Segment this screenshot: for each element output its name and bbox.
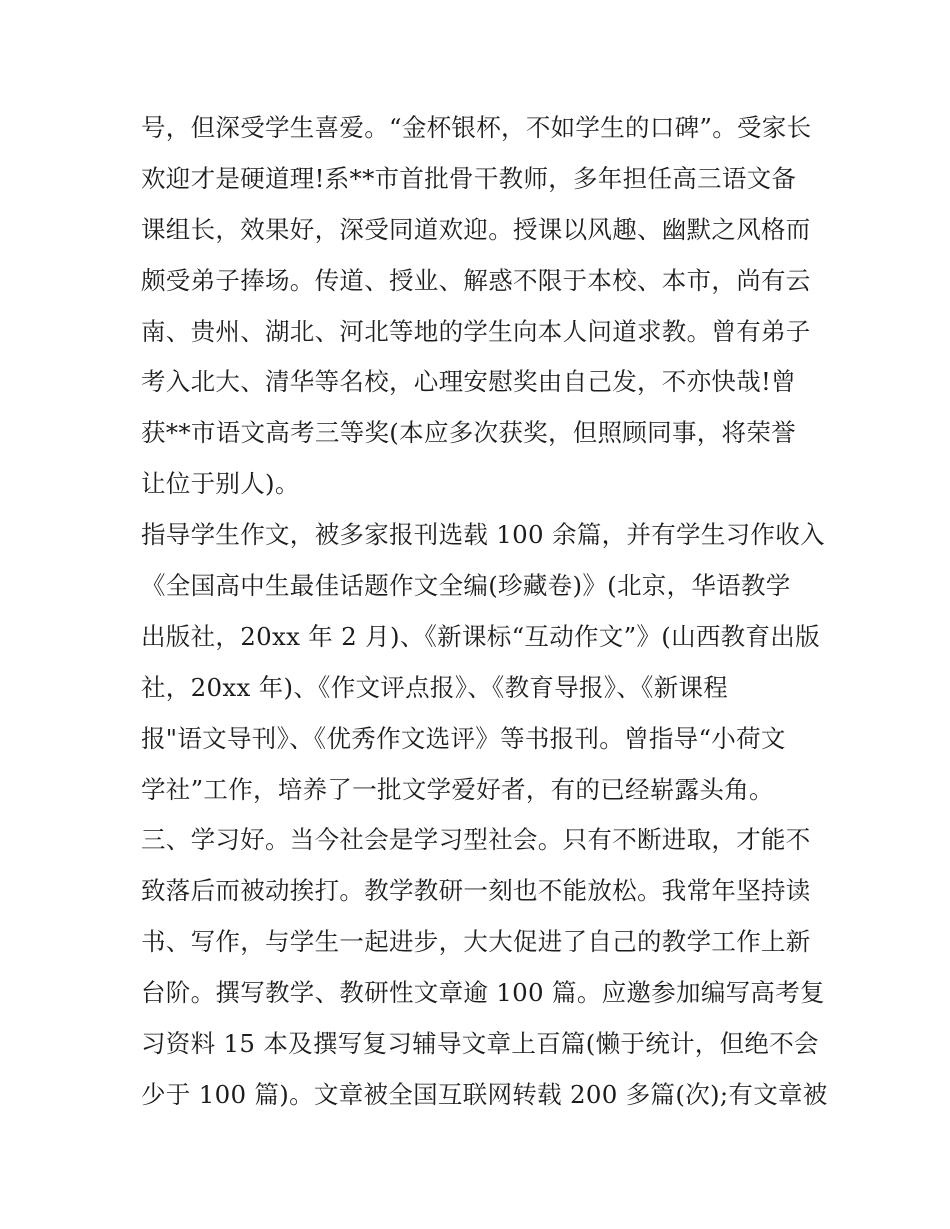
text-line: 指导学生作文，被多家报刊选载 100 余篇，并有学生习作收入	[141, 520, 825, 550]
text-line: 台阶。撰写教学、教研性文章逾 100 篇。应邀参加编写高考复	[141, 978, 825, 1008]
text-line: 书、写作，与学生一起进步，大大促进了自己的教学工作上新	[141, 927, 811, 957]
text-line: 致落后而被动挨打。教学教研一刻也不能放松。我常年坚持读	[141, 876, 811, 906]
text-line: 考入北大、清华等名校，心理安慰奖由自己发，不亦快哉!曾	[141, 367, 796, 397]
text-line: 报"语文导刊》、《优秀作文选评》等书报刊。曾指导“小荷文	[141, 723, 786, 753]
text-line: 《全国高中生最佳话题作文全编(珍藏卷)》(北京，华语教学	[141, 571, 791, 601]
text-line: 号，但深受学生喜爱。“金杯银杯，不如学生的口碑”。受家长	[141, 113, 812, 142]
text-line: 三、学习好。当今社会是学习型社会。只有不断进取，才能不	[141, 825, 811, 855]
text-line: 颇受弟子捧场。传道、授业、解惑不限于本校、本市，尚有云	[141, 265, 811, 295]
text-line: 习资料 15 本及撰写复习辅导文章上百篇(懒于统计，但绝不会	[141, 1029, 819, 1059]
text-line: 南、贵州、湖北、河北等地的学生向本人问道求教。曾有弟子	[141, 316, 811, 346]
text-line: 让位于别人)。	[141, 469, 300, 499]
document-body	[141, 103, 828, 1121]
text-line: 欢迎才是硬道理!系**市首批骨干教师，多年担任高三语文备	[141, 163, 797, 193]
text-line: 课组长，效果好，深受同道欢迎。授课以风趣、幽默之风格而	[141, 214, 811, 244]
text-line: 出版社，20xx 年 2 月)、《新课标“互动作文”》(山西教育出版	[141, 621, 820, 651]
text-line: 学社”工作，培养了一批文学爱好者，有的已经崭露头角。	[141, 774, 774, 804]
text-line: 获**市语文高考三等奖(本应多次获奖，但照顾同事，将荣誉	[141, 418, 796, 448]
text-line: 少于 100 篇)。文章被全国互联网转载 200 多篇(次);有文章被	[141, 1079, 828, 1109]
text-line: 社，20xx 年)、《作文评点报》、《教育导报》、《新课程	[141, 672, 729, 702]
